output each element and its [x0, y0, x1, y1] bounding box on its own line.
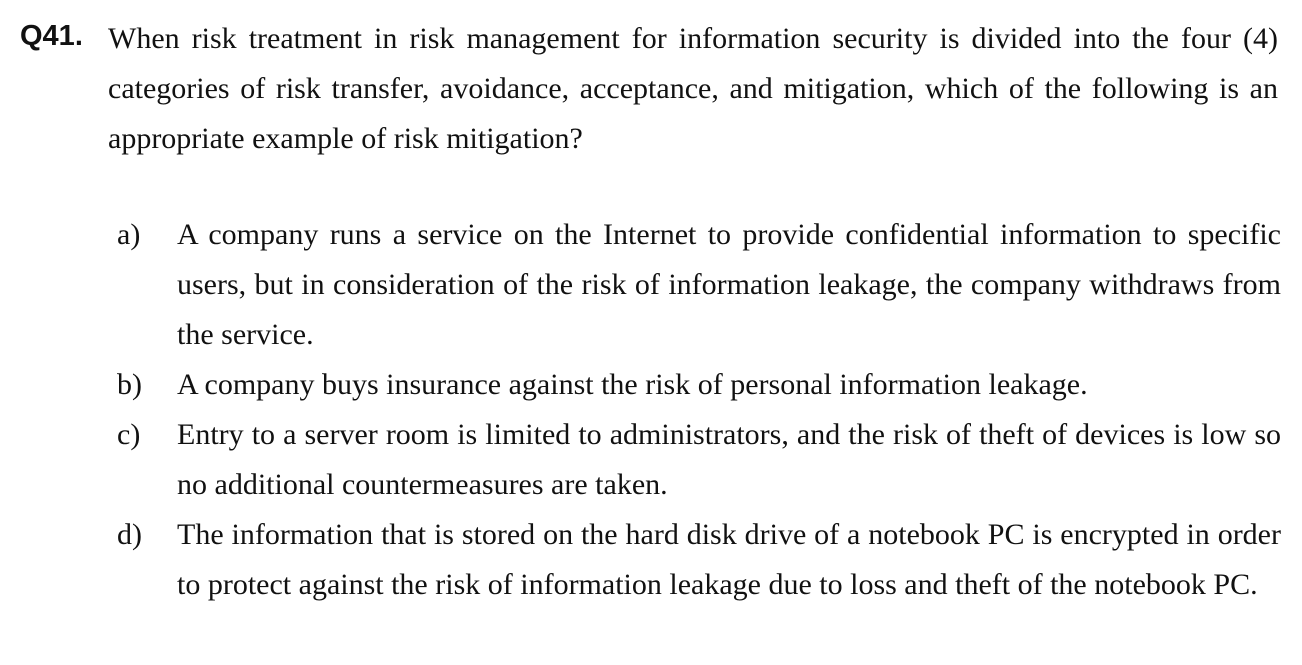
- answer-options: [117, 210, 1281, 610]
- option-a-letter: a): [117, 218, 141, 251]
- option-b-text: A company buys insurance against the risk of personal information leakage.: [177, 368, 1088, 401]
- option-b: [117, 360, 1281, 410]
- option-d-letter: d): [117, 518, 142, 551]
- option-c-letter: c): [117, 418, 141, 451]
- question-text: When risk treatment in risk management for information security is divided into the four (4) categories of risk transfer, avoidance, acceptance, and mitigation, which of the following is an appropriate example of risk mitigation?: [108, 22, 1278, 155]
- option-d-text: The information that is stored on the hard disk drive of a notebook PC is encrypted in order to protect against the risk of information leakage due to loss and theft of the notebook PC.: [177, 518, 1281, 601]
- option-a: [117, 210, 1281, 360]
- option-a-text: A company runs a service on the Internet to provide confidential information to specific users, but in consideration of the risk of information leakage, the company withdraws from the service.: [177, 218, 1281, 351]
- option-c: [117, 410, 1281, 510]
- option-d: [117, 510, 1281, 610]
- option-c-text: Entry to a server room is limited to administrators, and the risk of theft of devices is low so no additional countermeasures are taken.: [177, 418, 1281, 501]
- option-b-letter: b): [117, 368, 142, 401]
- question-number: Q41.: [20, 20, 83, 52]
